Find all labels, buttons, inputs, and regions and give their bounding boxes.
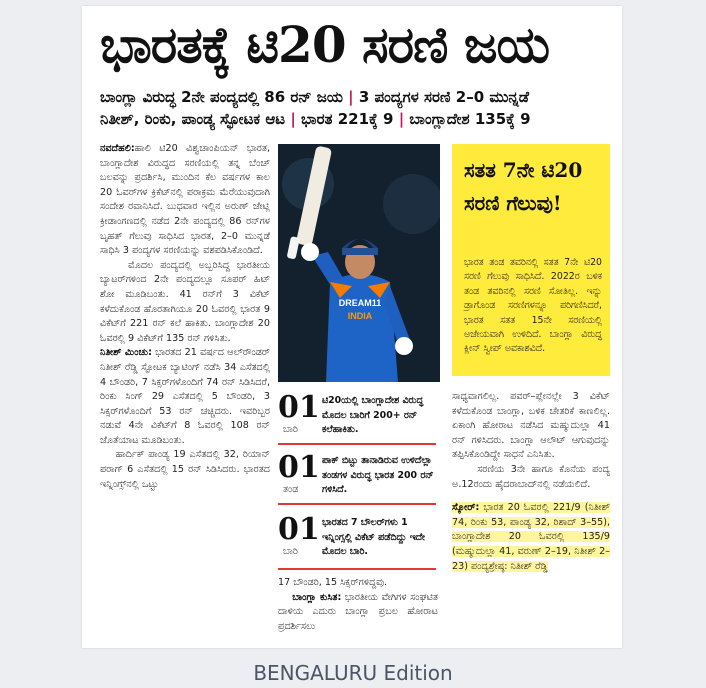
fact-box-3 xyxy=(278,512,436,566)
score-text: ಭಾರತ 20 ಓವರಲ್ಲಿ 221/9 (ನಿತೀಶ್ 74, ರಿಂಕು 53, ಪಾಂಡ್ಯ 32, ರಿಶಾದ್ 3–55), ಬಾಂಗ್ಲಾದೇಶ 20 ಓವರಲ್ಲಿ 135/9 (ಮಹ್ಮುದುಲ್ಲಾ 41, ವರುಣ್ 2–19, ನಿತೀಶ್ 2–23) ಪಂದ್ಯಶ್ರೇಷ್ಠ: ನಿತೀಶ್ ರೆಡ್ಡಿ xyxy=(452,502,610,572)
score-lead: ಸ್ಕೋರ್: xyxy=(452,502,480,514)
subhead-india-score: ಭಾರತ 221ಕ್ಕೆ 9 xyxy=(301,110,394,128)
article-paragraph: ಭಾರತೀಯ ವೇಗಿಗಳ ಸಂಘಟಿತ ದಾಳಿಯ ಎದುರು ಬಾಂಗ್ಲಾ ಪ್ರಬಲ ಹೋರಾಟ ಪ್ರದರ್ಶಿಸಲು xyxy=(278,591,438,632)
edition-label: BENGALURU Edition xyxy=(253,661,453,685)
fact-text: ಪಾಕ್ ಬಿಟ್ಟು ತಾನಾಡಿರುವ ಉಳಿದೆಲ್ಲಾ ತಂಡಗಳ ವಿರುದ್ಧ ಭಾರತ 200 ರನ್ ಗಳಿಸಿದೆ. xyxy=(322,455,434,496)
highlight-body: ಭಾರತ ತಂಡ ತವರಿನಲ್ಲಿ ಸತತ 7ನೇ ಟಿ20 ಸರಣಿ ಗೆಲುವು ಸಾಧಿಸಿದೆ. 2022ರ ಬಳಿಕ ತಂಡ ತವರಿನಲ್ಲಿ ಸರಣಿ ಸೋತಿಲ್ಲ. ಇನ್ನು ಡ್ರಾಗೊಂಡ ಸರಣಿಗಳನ್ನೂ ಪರಿಗಣಿಸಿದರೆ, ಭಾರತ ಸತತ 15ನೇ ಸರಣಿಯಲ್ಲಿ ಅಜೇಯವಾಗಿ ಉಳಿದಿದೆ. ಬಾಂಗ್ಲಾ ವಿರುದ್ಧ ಕ್ಲೀನ್ ಸ್ವೀಪ್ ಅವಕಾಶವಿದೆ. xyxy=(464,257,602,355)
article-column-2 xyxy=(278,576,438,644)
fact-text: ಭಾರತದ 7 ಬೌಲರ್‌ಗಳು 1 ಇನ್ನಿಂಗ್ಸಲ್ಲಿ ವಿಕೆಟ್ ಪಡೆದಿದ್ದು ಇದೇ ಮೊದಲ ಬಾರಿ. xyxy=(322,517,425,558)
cricketer-illustration xyxy=(278,144,440,382)
article-paragraph: ಸಾಧ್ಯವಾಗಲಿಲ್ಲ. ಪವರ್–ಪ್ಲೇನಲ್ಲೇ 3 ವಿಕೆಟ್ ಕಳೆದುಕೊಂಡ ಬಾಂಗ್ಲಾ, ಬಳಿಕ ಚೇತರಿಕೆ ಕಾಣಲಿಲ್ಲ. ಏಕಾಂಗಿ ಹೋರಾಟ ನಡೆಸಿದ ಮಹ್ಮುದುಲ್ಲಾ 41 ರನ್ ಗಳಿಸಿದರು. ಬಾಂಗ್ಲಾ ಆಲೌಟ್ ಆಗುವುದನ್ನು ತಪ್ಪಿಸಿಕೊಂಡಿದ್ದೇ ಸಾಧನೆ ಎನಿಸಿತು. xyxy=(452,391,610,461)
fact-number: 01 xyxy=(278,512,320,547)
subheadline-line-1 xyxy=(100,86,610,108)
fact-unit: ಬಾರಿ xyxy=(283,546,298,557)
subhead-victory: ಬಾಂಗ್ಲಾ ವಿರುದ್ಧ 2ನೇ ಪಂದ್ಯದಲ್ಲಿ 86 ರನ್ ಜಯ xyxy=(100,88,343,106)
section-lead-collapse: ಬಾಂಗ್ಲಾ ಕುಸಿತ: xyxy=(292,591,342,603)
highlight-title: ಸತತ 7ನೇ ಟಿ20 ಸರಣಿ ಗೆಲುವು! xyxy=(464,158,583,215)
newspaper-page xyxy=(82,6,622,648)
jersey-sponsor: DREAM11 xyxy=(338,298,382,308)
article-paragraph: ಭಾರತದ 21 ವರ್ಷದ ಆಲ್‌ರೌಂಡರ್ ನಿತೀಶ್ ರೆಡ್ಡಿ ಸ್ಫೋಟಕ ಬ್ಯಾಟಿಂಗ್ ನಡೆಸಿ 34 ಎಸೆತದಲ್ಲಿ 4 ಬೌಂಡರಿ, 7 ಸಿಕ್ಸರ್‌ಗಳೊಂದಿಗೆ 74 ರನ್ ಸಿಡಿಸಿದರೆ, ರಿಂಕು ಸಿಂಗ್ 29 ಎಸೆತದಲ್ಲಿ 5 ಬೌಂಡರಿ, 3 ಸಿಕ್ಸರ್‌ಗಳೊಂದಿಗೆ 53 ರನ್ ಚಚ್ಚಿದರು. ಇವರಿಬ್ಬರ ನಡುವೆ 4ನೇ ವಿಕೆಟ್‌ಗೆ 8 ಓವರಲ್ಲಿ 108 ರನ್ ಜೊತೆಯಾಟ ಮೂಡಿಬಂತು. xyxy=(100,347,270,446)
article-paragraph: ಹಾಲಿ ಟಿ20 ವಿಶ್ವಚಾಂಪಿಯನ್ ಭಾರತ, ಬಾಂಗ್ಲಾದೇಶ ವಿರುದ್ಧದ ಸರಣಿಯಲ್ಲಿ ತನ್ನ ಬೆಂಚ್ ಬಲವನ್ನು ಪ್ರದರ್ಶಿಸಿ, ಮುಂದಿನ ಕೆಲ ವರ್ಷಗಳ ಕಾಲ 20 ಓವರ್‌ಗಳ ಕ್ರಿಕೆಟ್‌ನಲ್ಲಿ ಪರಾಕ್ರಮ ಮೆರೆಯುವುದಾಗಿ ಸಂದೇಶ ರವಾನಿಸಿದೆ. ಬುಧವಾರ ಇಲ್ಲಿನ ಅರುಣ್ ಜೇಟ್ಲಿ ಕ್ರೀಡಾಂಗಣದಲ್ಲಿ ನಡೆದ 2ನೇ ಪಂದ್ಯದಲ್ಲಿ 86 ರನ್‌ಗಳ ಬೃಹತ್ ಗೆಲುವು ಸಾಧಿಸಿದ ಭಾರತ, 2–0 ಮುನ್ನಡೆ ಸಾಧಿಸಿ 3 ಪಂದ್ಯಗಳ ಸರಣಿಯನ್ನು ವಶಪಡಿಸಿಕೊಂಡಿದೆ. xyxy=(100,143,270,257)
article-paragraph: 17 ಬೌಂಡರಿ, 15 ಸಿಕ್ಸರ್‌ಗಳಿದ್ದವು. xyxy=(278,577,388,588)
article-column-3 xyxy=(452,390,610,646)
subhead-bangladesh-score: ಬಾಂಗ್ಲಾದೇಶ 135ಕ್ಕೆ 9 xyxy=(409,110,531,128)
subhead-separator: | xyxy=(398,110,405,128)
fact-box-2 xyxy=(278,450,436,504)
article-column-1 xyxy=(100,142,270,648)
fact-box-1 xyxy=(278,390,436,444)
subhead-separator: | xyxy=(348,88,354,106)
fact-divider xyxy=(278,568,436,570)
main-headline: ಭಾರತಕ್ಕೆ ಟಿ20 ಸರಣಿ ಜಯ xyxy=(100,15,550,74)
fact-divider xyxy=(278,503,436,505)
subhead-players: ನಿತೀಶ್, ರಿಂಕು, ಪಾಂಡ್ಯ ಸ್ಫೋಟಕ ಆಟ xyxy=(100,110,286,128)
article-paragraph: ಸರಣಿಯ 3ನೇ ಹಾಗೂ ಕೊನೆಯ ಪಂದ್ಯ ಅ.12ರಂದು ಹೈದರಾಬಾದ್‌ನಲ್ಲಿ ನಡೆಯಲಿದೆ. xyxy=(452,463,610,490)
fact-number: 01 xyxy=(278,390,320,425)
dateline: ನವದೆಹಲಿ: xyxy=(100,143,135,154)
fact-unit: ತಂಡ xyxy=(283,484,299,495)
subhead-series-lead: 3 ಪಂದ್ಯಗಳ ಸರಣಿ 2–0 ಮುನ್ನಡೆ xyxy=(358,88,529,106)
player-photo xyxy=(278,144,440,382)
scorecard-summary xyxy=(452,502,610,571)
article-paragraph: ಮೊದಲ ಪಂದ್ಯದಲ್ಲಿ ಅಬ್ಬರಿಸಿದ್ದ ಭಾರತೀಯ ಬ್ಯಾಟರ್‌ಗಳಿಂದ 2ನೇ ಪಂದ್ಯದಲ್ಲೂ ಸೂಪರ್ ಹಿಟ್ ಶೋ ಮೂಡಿಬಂತು. 41 ರನ್‌ಗೆ 3 ವಿಕೆಟ್ ಕಳೆದುಕೊಂಡ ಹೊರತಾಗಿಯೂ 20 ಓವರಲ್ಲಿ ಭಾರತ 9 ವಿಕೆಟ್‌ಗೆ 221 ರನ್ ಕಲೆ ಹಾಕಿತು. ಬಾಂಗ್ಲಾದೇಶ 20 ಓವರಲ್ಲಿ 9 ವಿಕೆಟ್‌ಗೆ 135 ರನ್ ಗಳಿಸಿತು. xyxy=(100,259,270,344)
jersey-team: INDIA xyxy=(347,311,373,321)
section-lead-nitish: ನಿತೀಶ್ ಮಿಂಚು: xyxy=(100,347,152,359)
fact-unit: ಬಾರಿ xyxy=(283,424,298,435)
subheadline-line-2 xyxy=(100,108,610,130)
article-paragraph: ಹಾರ್ದಿಕ್ ಪಾಂಡ್ಯ 19 ಎಸೆತದಲ್ಲಿ 32, ರಿಯಾನ್ ಪರಾಗ್ 6 ಎಸೆತದಲ್ಲಿ 15 ರನ್ ಸಿಡಿಸಿದರು. ಭಾರತದ ಇನ್ನಿಂಗ್ಸ್‌ನಲ್ಲಿ ಒಟ್ಟು xyxy=(100,449,270,490)
fact-number: 01 xyxy=(278,450,320,485)
fact-divider xyxy=(278,443,436,445)
highlight-box xyxy=(452,144,610,376)
subhead-separator: | xyxy=(290,110,296,128)
fact-text: ಟಿ20ಯಲ್ಲಿ ಬಾಂಗ್ಲಾದೇಶ ವಿರುದ್ಧ ಮೊದಲ ಬಾರಿಗೆ 200+ ರನ್ ಕಲೆಹಾಕಿತು. xyxy=(322,395,424,436)
